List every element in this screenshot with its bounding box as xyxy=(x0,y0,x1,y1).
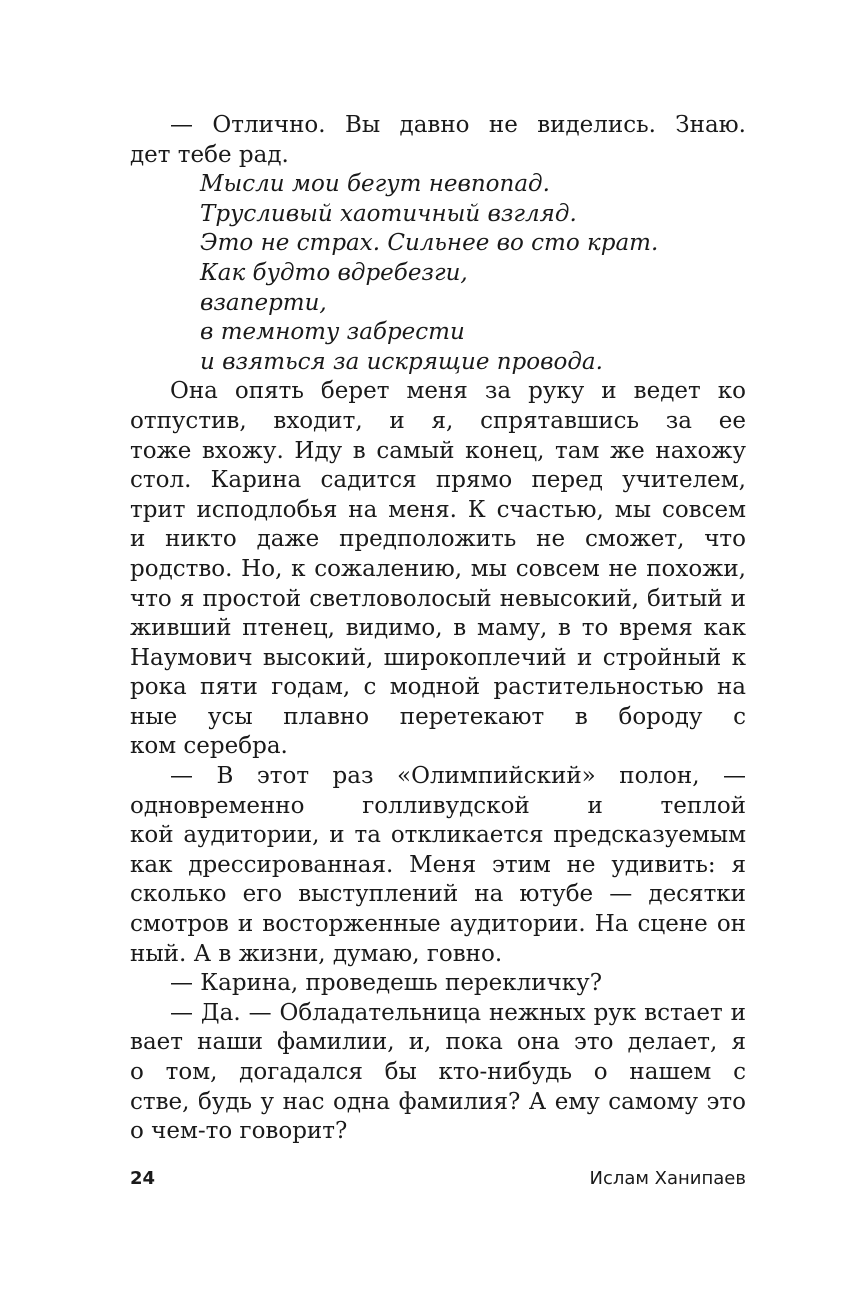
text-line: — Отлично. Вы давно не виделись. Знаю. xyxy=(170,112,746,138)
text-line: сколько его выступлений на ютубе — десятки xyxy=(130,881,746,908)
text-line: о том, догадался бы кто-нибудь о нашем с xyxy=(130,1059,746,1085)
page-number: 24 xyxy=(130,1168,156,1189)
page-body-text xyxy=(130,111,746,1147)
text-line: родство. Но, к сожалению, мы совсем не похожи, xyxy=(130,555,746,582)
text-line: тоже вхожу. Иду в самый конец, там же нахожу xyxy=(130,437,746,464)
text-line: Наумович высокий, широкоплечий и стройный к xyxy=(130,644,746,671)
text-line: о чем-то говорит? xyxy=(130,1118,348,1145)
text-line: трит исподлобья на меня. К счастью, мы совсем xyxy=(130,496,746,523)
poem-line: Трусливый хаотичный взгляд. xyxy=(200,200,577,227)
poem-line: Мысли мои бегут невпопад. xyxy=(200,171,550,198)
text-line: как дрессированная. Меня этим не удивить: я xyxy=(130,851,746,878)
text-line: дет тебе рад. xyxy=(130,141,289,168)
text-line: вает наши фамилии, и, пока она это делает, я xyxy=(130,1029,746,1056)
text-line: ком серебра. xyxy=(130,733,288,760)
text-line: живший птенец, видимо, в маму, в то время как xyxy=(130,615,746,642)
poem-line: Как будто вдребезги, xyxy=(200,259,468,286)
text-line: одновременно голливудской и теплой xyxy=(130,792,746,819)
text-line: стол. Карина садится прямо перед учителем, xyxy=(130,467,746,494)
running-footer-author: Ислам Ханипаев xyxy=(589,1168,746,1189)
poem-line: в темноту забрести xyxy=(200,319,465,346)
poem-line: Это не страх. Сильнее во сто крат. xyxy=(200,230,659,257)
text-line: и никто даже предположить не сможет, что xyxy=(130,526,746,553)
text-line: — В этот раз «Олимпийский» полон, — xyxy=(170,763,746,790)
text-line: смотров и восторженные аудитории. На сцене он xyxy=(130,911,746,938)
text-line: Она опять берет меня за руку и ведет ко xyxy=(170,378,746,405)
text-line: отпустив, входит, и я, спрятавшись за ее xyxy=(130,407,746,434)
text-line: ный. А в жизни, думаю, говно. xyxy=(130,940,503,967)
poem-line: взаперти, xyxy=(200,289,327,316)
text-line: что я простой светловолосый невысокий, битый и xyxy=(130,585,746,612)
text-line: рока пяти годам, с модной растительностью на xyxy=(130,674,746,701)
text-line: кой аудитории, и та откликается предсказуемым xyxy=(130,822,746,849)
text-line: — Карина, проведешь перекличку? xyxy=(170,970,603,997)
text-line: стве, будь у нас одна фамилия? А ему самому это xyxy=(130,1088,746,1115)
text-line: — Да. — Обладательница нежных рук встает и xyxy=(170,999,746,1026)
poem-line: и взяться за искрящие провода. xyxy=(200,348,603,375)
text-line: ные усы плавно перетекают в бороду с xyxy=(130,703,746,730)
